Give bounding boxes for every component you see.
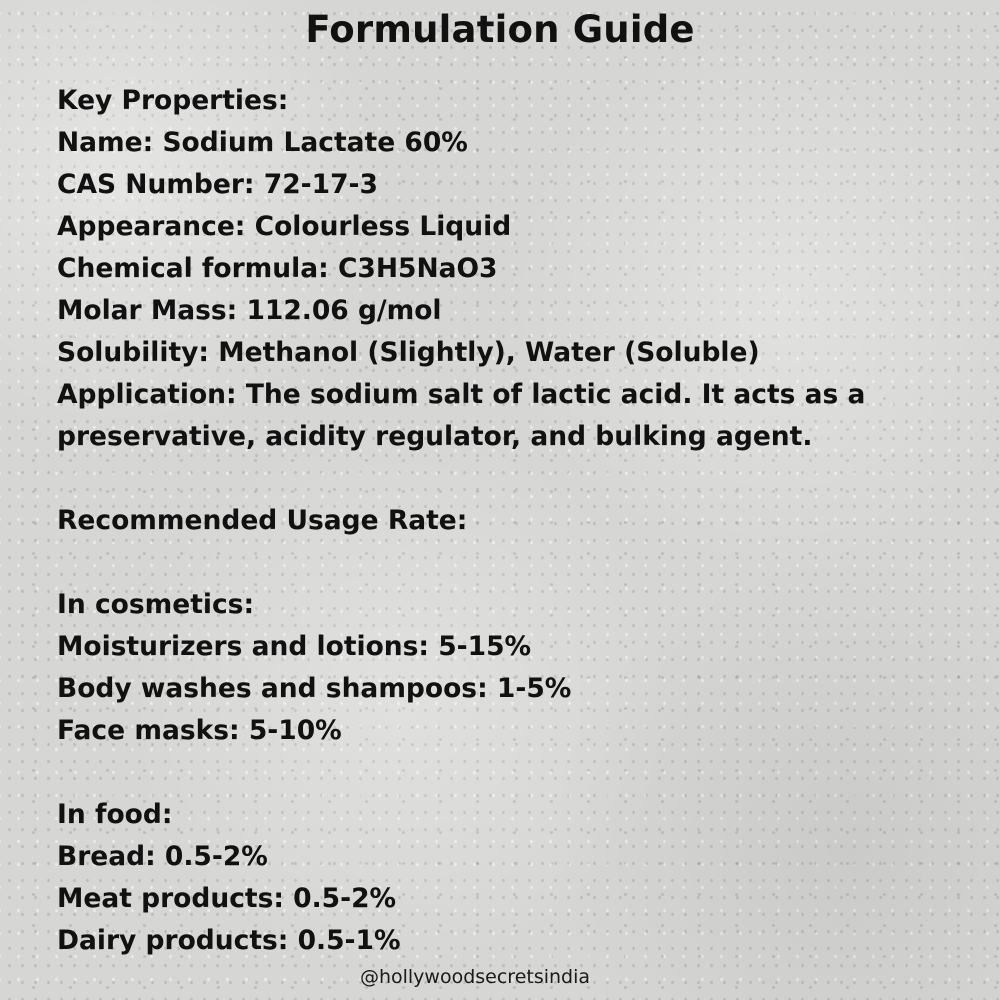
property-chemical-formula: Chemical formula: C3H5NaO3	[57, 253, 498, 284]
cosmetics-moisturizers: Moisturizers and lotions: 5-15%	[57, 631, 532, 662]
page-title: Formulation Guide	[305, 8, 695, 51]
food-heading: In food:	[57, 799, 173, 830]
property-application-line2: preservative, acidity regulator, and bulking agent.	[57, 421, 813, 452]
food-dairy: Dairy products: 0.5-1%	[57, 925, 401, 956]
spacer	[57, 458, 977, 500]
property-appearance: Appearance: Colourless Liquid	[57, 211, 512, 242]
property-application-line1: Application: The sodium salt of lactic acid. It acts as a	[57, 379, 866, 410]
property-molar-mass: Molar Mass: 112.06 g/mol	[57, 295, 442, 326]
document-body	[57, 80, 977, 962]
spacer	[57, 542, 977, 584]
spacer	[57, 752, 977, 794]
cosmetics-body-washes: Body washes and shampoos: 1-5%	[57, 673, 572, 704]
cosmetics-heading: In cosmetics:	[57, 589, 255, 620]
cosmetics-face-masks: Face masks: 5-10%	[57, 715, 342, 746]
footer-handle: @hollywoodsecretsindia	[359, 966, 591, 988]
key-properties-heading: Key Properties:	[57, 85, 289, 116]
property-name: Name: Sodium Lactate 60%	[57, 127, 468, 158]
usage-heading: Recommended Usage Rate:	[57, 505, 468, 536]
property-cas-number: CAS Number: 72-17-3	[57, 169, 378, 200]
food-bread: Bread: 0.5-2%	[57, 841, 268, 872]
property-solubility: Solubility: Methanol (Slightly), Water (Soluble)	[57, 337, 760, 368]
food-meat: Meat products: 0.5-2%	[57, 883, 397, 914]
